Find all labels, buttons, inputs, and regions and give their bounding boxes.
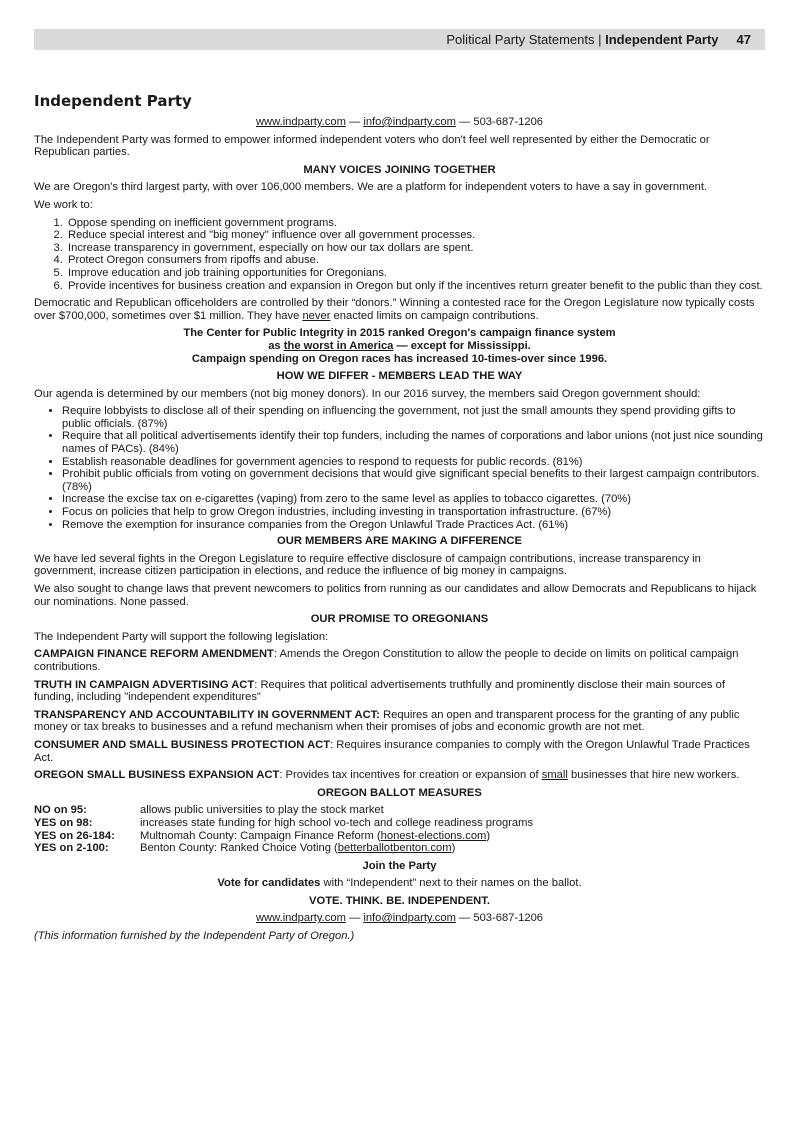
measure-desc: Benton County: Ranked Choice Voting ( — [140, 842, 338, 855]
measure-label: YES on 2-100: — [34, 842, 109, 855]
website-link[interactable]: www.indparty.com — [255, 116, 346, 128]
small-emphasis: small — [541, 769, 568, 782]
email-link[interactable]: info@indparty.com — [363, 116, 456, 128]
act-name: CAMPAIGN FINANCE REFORM AMENDMENT — [34, 648, 274, 661]
act-paragraph — [34, 679, 765, 704]
list-item: 2. Reduce special interest and "big money" influence over all government processes. — [66, 229, 765, 242]
join-heading: Join the Party — [362, 859, 437, 872]
act-name: OREGON SMALL BUSINESS EXPANSION ACT — [34, 769, 280, 782]
act-name: TRUTH IN CAMPAIGN ADVERTISING ACT — [34, 678, 255, 691]
separator: — — [345, 912, 364, 925]
footer-note: (This information furnished by the Independent Party of Oregon.) — [34, 930, 355, 943]
integrity-line: Campaign spending on Oregon races has increased 10-times-over since 1996. — [191, 352, 608, 365]
promise-intro: The Independent Party will support the following legislation: — [34, 630, 329, 643]
survey-list — [34, 405, 765, 531]
contact-line-footer — [34, 912, 765, 925]
list-item: • Establish reasonable deadlines for government agencies to respond to requests for public records. (81%) — [62, 456, 765, 469]
act-paragraph — [34, 709, 765, 734]
vote-line — [34, 877, 765, 890]
difference-heading: OUR MEMBERS ARE MAKING A DIFFERENCE — [277, 535, 522, 548]
measure-label: NO on 95: — [34, 804, 87, 817]
act-desc: Requires an open and transparent process for the granting of any public money or tax breaks to businesses and a refund mechanism when their promises of jobs and economic growth are not met. — [34, 708, 740, 734]
list-item: 5. Improve education and job training opportunities for Oregonians. — [66, 267, 765, 280]
act-paragraph — [34, 769, 765, 782]
ballot-measures — [34, 804, 765, 854]
measure-desc: Multnomah County: Campaign Finance Reform ( — [140, 829, 381, 842]
worst-emphasis: the worst in America — [283, 339, 394, 352]
promise-heading: OUR PROMISE TO OREGONIANS — [310, 613, 489, 626]
list-item: 4. Protect Oregon consumers from ripoffs and abuse. — [66, 254, 765, 267]
differ-text: Our agenda is determined by our members (not big money donors). In our 2016 survey, the members said Oregon government should: — [34, 387, 701, 400]
intro-paragraph: The Independent Party was formed to empower informed independent voters who don't feel well represented by either the Democratic or Republican parties. — [34, 133, 710, 159]
donors-text-end: enacted limits on campaign contributions. — [330, 309, 539, 322]
act-desc: : Requires that political advertisements truthfully and prominently disclose their main sources of funding, including "independent expenditures" — [34, 678, 725, 704]
list-item: • Focus on policies that help to grow Oregon industries, including investing in transportation infrastructure. (67%) — [62, 506, 765, 519]
honest-elections-link[interactable]: honest-elections.com — [380, 829, 487, 842]
email-link[interactable]: info@indparty.com — [363, 912, 456, 925]
act-desc: businesses that hire new workers. — [567, 769, 740, 782]
goals-list — [34, 217, 765, 293]
differ-heading: HOW WE DIFFER - MEMBERS LEAD THE WAY — [276, 370, 523, 383]
act-desc: : Amends the Oregon Constitution to allow the people to decide on limits on political campaign contributions. — [34, 648, 739, 673]
website-link[interactable]: www.indparty.com — [255, 912, 346, 925]
act-desc: : Provides tax incentives for creation or expansion of — [279, 769, 542, 782]
paren: ) — [451, 842, 456, 855]
measure-text: increases state funding for high school vo-tech and college readiness programs — [140, 816, 534, 829]
integrity-callout — [34, 327, 765, 365]
measure-text — [140, 830, 765, 843]
integrity-line: The Center for Public Integrity in 2015 ranked Oregon's campaign finance system — [183, 327, 616, 340]
donors-text: Democratic and Republican officeholders are controlled by their “donors.” Winning a contested race for the Oregon Legislature now typically costs over $700,000, sometimes over $1 million. They have — [34, 297, 755, 322]
list-item: • Remove the exemption for insurance companies from the Oregon Unlawful Trade Practices Act. (61%) — [62, 519, 765, 532]
slogan: VOTE. THINK. BE. INDEPENDENT. — [309, 894, 490, 907]
act-paragraph — [34, 648, 765, 673]
list-item: • Require lobbyists to disclose all of their spending on influencing the government, not just the small amounts they spend providing gifts to public officials. (87%) — [62, 405, 765, 430]
measure-text — [140, 842, 765, 855]
difference-paragraph: We also sought to change laws that prevent newcomers to politics from running as our candidates and allow Democrats and Republicans to hijack our nominations. None passed. — [34, 583, 757, 608]
list-item: 1. Oppose spending on inefficient government programs. — [66, 217, 765, 230]
phone-text: — 503-687-1206 — [455, 912, 544, 925]
many-voices-heading: MANY VOICES JOINING TOGETHER — [303, 163, 496, 176]
integrity-line — [34, 340, 765, 353]
contact-line — [34, 116, 765, 129]
vote-bold: Vote for candidates — [217, 877, 321, 890]
difference-paragraph: We have led several fights in the Oregon Legislature to require effective disclosure of campaign contributions, increase transparency in government, increase citizen participation in elections, and reduce the influence of big money in campaigns. — [34, 552, 701, 578]
integrity-text: — except for Mississippi. — [393, 339, 531, 352]
many-voices-text: We are Oregon's third largest party, with over 106,000 members. We are a platform for independent voters to have a say in government. — [34, 181, 708, 194]
we-work-label: We work to: — [34, 198, 93, 211]
never-emphasis: never — [302, 309, 331, 322]
betterballot-link[interactable]: betterballotbenton.com — [337, 842, 452, 855]
measure-label: YES on 26-184: — [34, 829, 115, 842]
list-item: • Increase the excise tax on e-cigarettes (vaping) from zero to the same level as applies to tobacco cigarettes. (70%) — [62, 493, 765, 506]
donors-paragraph — [34, 297, 765, 322]
statement-body — [34, 92, 765, 948]
list-item: 6. Provide incentives for business creation and expansion in Oregon but only if the incentives return greater benefit to the public than they cost. — [66, 280, 765, 293]
act-paragraph — [34, 739, 765, 764]
header-party: Independent Party — [605, 32, 719, 47]
integrity-text: as — [268, 339, 284, 352]
page-title: Independent Party — [34, 92, 192, 110]
page-number: 47 — [736, 32, 751, 47]
header-section: Political Party Statements | — [446, 32, 606, 47]
act-name: TRANSPARENCY AND ACCOUNTABILITY IN GOVERNMENT ACT: — [34, 708, 380, 721]
paren: ) — [486, 829, 491, 842]
phone-text: — 503-687-1206 — [455, 116, 544, 128]
separator: — — [345, 116, 364, 128]
ballot-heading: OREGON BALLOT MEASURES — [317, 786, 482, 799]
list-item: • Require that all political advertisements identify their top funders, including the names of corporations and labor unions (not just nice sounding names of PACs). (84%) — [62, 430, 765, 455]
list-item: 3. Increase transparency in government, especially on how our tax dollars are spent. — [66, 242, 765, 255]
act-desc: : Requires insurance companies to comply with the Oregon Unlawful Trade Practices Act. — [34, 738, 750, 764]
list-item: • Prohibit public officials from voting on government decisions that would give significant special benefits to their largest campaign contributors. (78%) — [62, 468, 765, 493]
measure-text: allows public universities to play the stock market — [140, 804, 384, 817]
vote-text: with “Independent” next to their names on the ballot. — [320, 877, 582, 890]
measure-label: YES on 98: — [34, 816, 93, 829]
act-name: CONSUMER AND SMALL BUSINESS PROTECTION ACT — [34, 738, 331, 751]
page-header — [34, 29, 765, 50]
